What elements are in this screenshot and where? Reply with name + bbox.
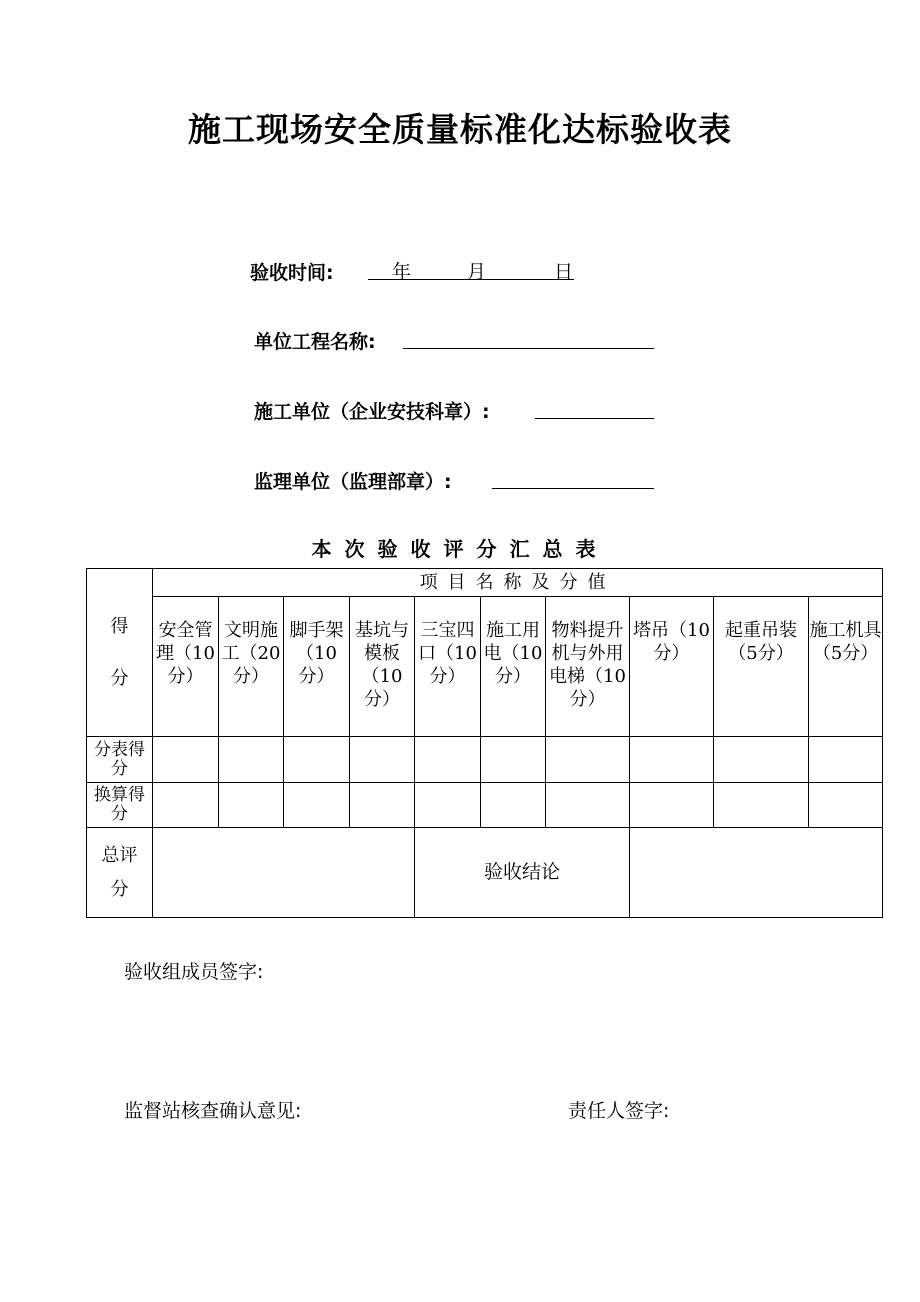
project-name-label: 单位工程名称:	[254, 331, 376, 353]
table-score-cell[interactable]	[714, 737, 809, 783]
converted-score-cell[interactable]	[350, 783, 415, 828]
summary-table-title: 本次验收评分汇总表	[311, 537, 609, 561]
table-score-cell[interactable]	[546, 737, 630, 783]
category-hoisting: 起重吊装（5分）	[714, 597, 809, 737]
converted-score-cell[interactable]	[809, 783, 883, 828]
month-label: 月	[467, 261, 487, 283]
project-name-field[interactable]	[403, 348, 654, 349]
converted-score-cell[interactable]	[415, 783, 481, 828]
day-label: 日	[554, 261, 574, 283]
converted-score-cell[interactable]	[153, 783, 219, 828]
converted-score-cell[interactable]	[481, 783, 546, 828]
table-score-cell[interactable]	[809, 737, 883, 783]
supervisor-field[interactable]	[492, 488, 654, 489]
converted-score-cell[interactable]	[546, 783, 630, 828]
table-score-label: 分表得分	[87, 737, 153, 783]
total-score-cell[interactable]	[153, 828, 415, 918]
station-opinion-label: 监督站核查确认意见:	[124, 1100, 302, 1122]
converted-score-cell[interactable]	[630, 783, 714, 828]
time-label: 验收时间:	[250, 262, 334, 284]
table-score-cell[interactable]	[481, 737, 546, 783]
table-score-cell[interactable]	[415, 737, 481, 783]
score-header-cell: 得 分	[87, 569, 153, 737]
score-summary-table	[86, 568, 883, 918]
table-score-cell[interactable]	[630, 737, 714, 783]
category-construction-machinery: 施工机具（5分）	[809, 597, 883, 737]
contractor-label: 施工单位（企业安技科章）:	[254, 401, 490, 423]
category-hoist-elevator: 物料提升机与外用电梯（10分）	[546, 597, 630, 737]
total-score-label: 总评 分	[87, 828, 153, 918]
table-score-cell[interactable]	[284, 737, 350, 783]
responsible-signature-label: 责任人签字:	[568, 1100, 670, 1122]
conclusion-label: 验收结论	[415, 828, 630, 918]
converted-score-cell[interactable]	[284, 783, 350, 828]
table-score-cell[interactable]	[219, 737, 284, 783]
converted-score-cell[interactable]	[219, 783, 284, 828]
category-construction-electricity: 施工用电（10分）	[481, 597, 546, 737]
category-foundation-formwork: 基坑与模板（10分）	[350, 597, 415, 737]
category-scaffolding: 脚手架（10分）	[284, 597, 350, 737]
table-score-cell[interactable]	[153, 737, 219, 783]
converted-score-cell[interactable]	[714, 783, 809, 828]
supervisor-label: 监理单位（监理部章）:	[254, 471, 452, 493]
contractor-field[interactable]	[535, 418, 654, 419]
year-label: 年	[392, 261, 412, 283]
converted-score-label: 换算得分	[87, 783, 153, 828]
page-title: 施工现场安全质量标准化达标验收表	[188, 110, 732, 149]
items-header: 项目名称及分值	[153, 569, 883, 597]
table-score-cell[interactable]	[350, 737, 415, 783]
category-three-treasures-four-openings: 三宝四口（10分）	[415, 597, 481, 737]
members-signature-label: 验收组成员签字:	[124, 961, 264, 983]
category-safety-management: 安全管理（10分）	[153, 597, 219, 737]
category-tower-crane: 塔吊（10分）	[630, 597, 714, 737]
category-civilized-construction: 文明施工（20分）	[219, 597, 284, 737]
conclusion-cell[interactable]	[630, 828, 883, 918]
